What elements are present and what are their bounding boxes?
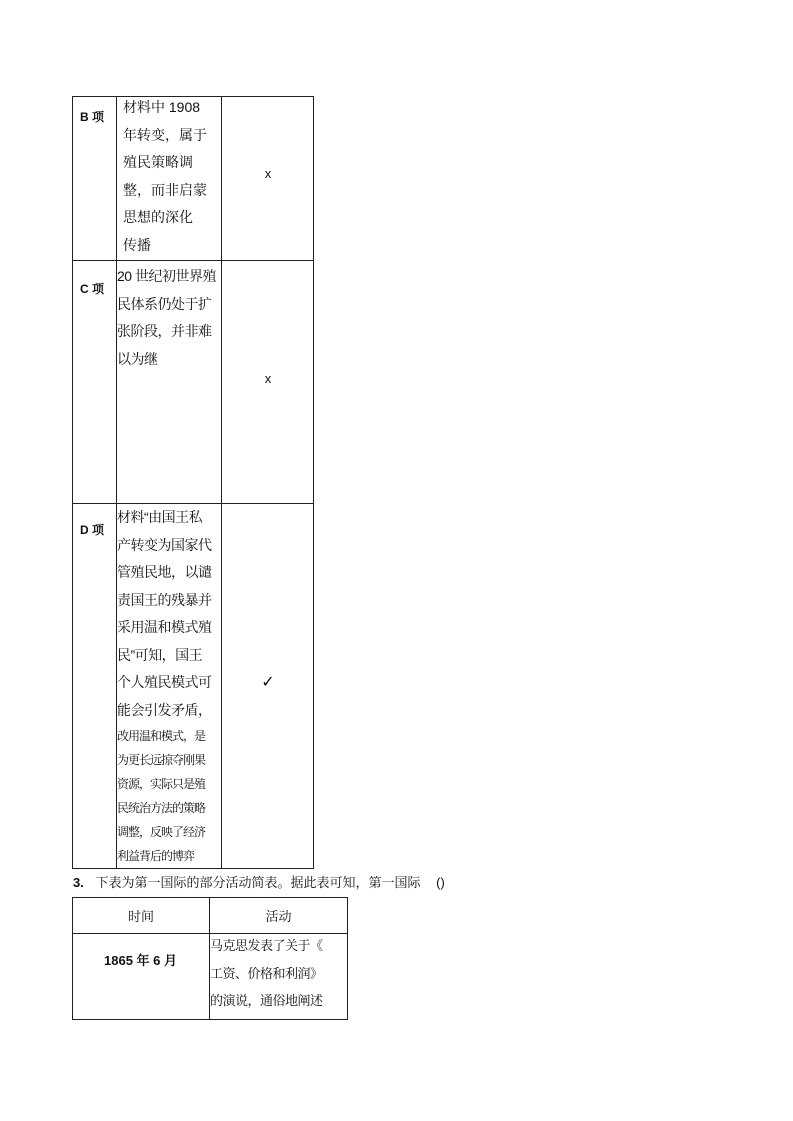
text-line: 个人殖民模式可 <box>117 674 212 690</box>
text-line: 管殖民地，以谴 <box>117 564 212 580</box>
text-line: 调整，反映了经济 <box>117 825 206 839</box>
column-header-activity: 活动 <box>265 909 292 924</box>
text-line: 民统治方法的策略 <box>117 801 206 815</box>
table-row <box>72 934 348 1019</box>
text-line: 民体系仍处于扩 <box>117 295 212 312</box>
text-line: 整，而非启蒙 <box>123 181 207 198</box>
text-line: 20 世纪初世界殖 <box>117 268 216 284</box>
check-mark: ✓ <box>261 674 275 691</box>
text-line: 资源，实际只是殖 <box>117 777 206 791</box>
table-row <box>72 96 314 260</box>
analysis-text <box>123 94 223 259</box>
option-label: C 项 <box>80 282 105 296</box>
text-line: 工资、价格和利润》 <box>210 965 323 981</box>
text-line: 材料中 1908 <box>123 99 201 115</box>
text-line: 民”可知，国王 <box>117 646 203 663</box>
answer-bracket: () <box>436 875 445 890</box>
text-line: 采用温和模式殖 <box>117 619 212 635</box>
table-row <box>72 504 314 868</box>
text-line: 年转变，属于 <box>123 126 207 143</box>
text-line: 责国王的残暴并 <box>117 591 212 608</box>
text-line: 传播 <box>123 236 151 253</box>
text-line: 的演说，通俗地阐述 <box>210 993 323 1008</box>
text-line: 马克思发表了关于《 <box>210 938 323 953</box>
text-line: 产转变为国家代 <box>117 536 212 553</box>
text-line: 殖民策略调 <box>123 154 193 170</box>
judgement-mark: x <box>264 371 272 386</box>
analysis-text <box>117 504 223 868</box>
text-line: 利益背后的博弈 <box>117 849 195 863</box>
text-line: 张阶段，并非难 <box>117 323 212 339</box>
text-line: 思想的深化 <box>123 209 193 225</box>
text-line: 为更长远掠夺刚果 <box>117 753 206 767</box>
judgement-mark: x <box>264 166 272 181</box>
activity-cell <box>210 932 350 1015</box>
text-line: 以为继 <box>117 350 158 367</box>
option-label: B 项 <box>80 110 105 124</box>
option-label: D 项 <box>80 523 105 537</box>
date-cell: 1865 年 6 月 <box>104 953 177 968</box>
question-stem <box>73 872 493 891</box>
question-text: 下表为第一国际的部分活动简表。据此表可知，第一国际 <box>95 875 421 890</box>
text-line: 改用温和模式，是 <box>117 729 206 743</box>
question-number: 3. <box>73 875 84 890</box>
analysis-text <box>117 263 223 373</box>
text-line: 材料“由国王私 <box>117 509 203 525</box>
text-line: 能会引发矛盾， <box>117 701 212 718</box>
column-header-time: 时间 <box>127 909 154 924</box>
table-row <box>72 261 314 503</box>
